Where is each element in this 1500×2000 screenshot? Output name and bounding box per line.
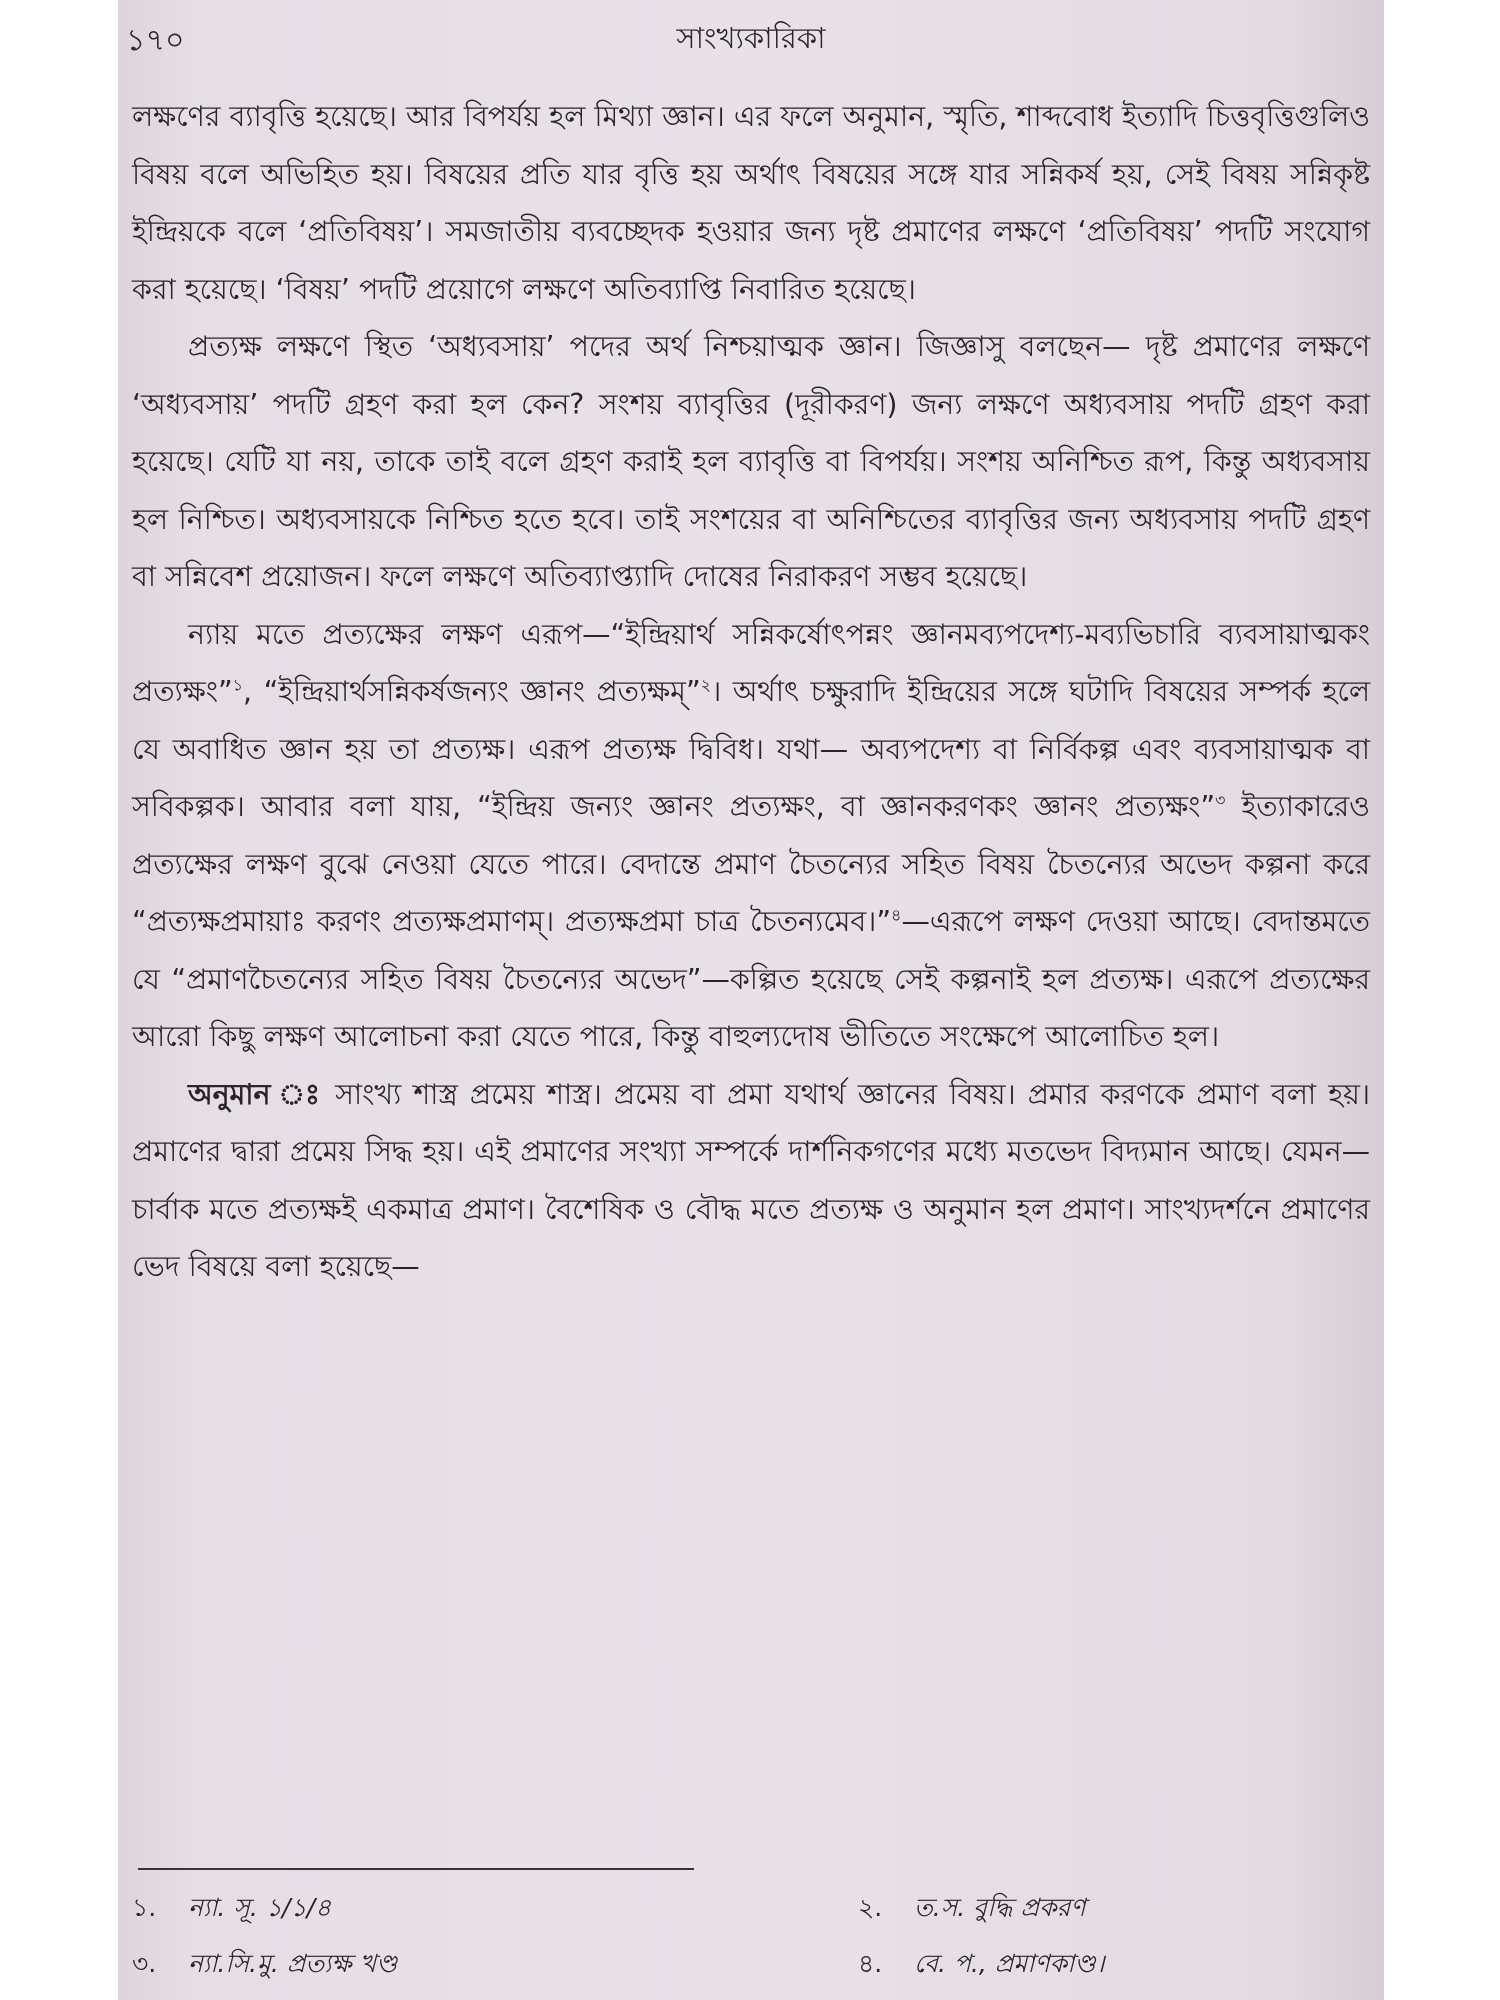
footnote-2 xyxy=(858,1880,1085,1936)
footnote-reference: ন্যা.সি.মু. প্রত্যক্ষ খণ্ড xyxy=(188,1949,398,1978)
footnote-number: ২. xyxy=(858,1893,883,1922)
footnote-divider xyxy=(138,1868,694,1870)
footnote-number: ৪. xyxy=(858,1949,883,1978)
paragraph-2: প্রত্যক্ষ লক্ষণে স্থিত ‘অধ্যবসায়’ পদের অর্থ নিশ্চয়াত্মক জ্ঞান। জিজ্ঞাসু বলছেন— দৃষ্ট প্রমাণের লক্ষণে ‘অধ্যবসায়’ পদটি গ্রহণ করা হল কেন? সংশয় ব্যাবৃত্তির (দূরীকরণ) জন্য লক্ষণে অধ্যবসায় পদটি গ্রহণ করা হয়েছে। যেটি যা নয়, তাকে তাই বলে গ্রহণ করাই হল ব্যাবৃত্তি বা বিপর্যয়। সংশয় অনিশ্চিত রূপ, কিন্তু অধ্যবসায় হল নিশ্চিত। অধ্যবসায়কে নিশ্চিত হতে হবে। তাই সংশয়ের বা অনিশ্চিতের ব্যাবৃত্তির জন্য অধ্যবসায় পদটি গ্রহণ বা সন্নিবেশ প্রয়োজন। ফলে লক্ষণে অতিব্যাপ্ত্যাদি দোষের নিরাকরণ সম্ভব হয়েছে। xyxy=(132,330,1370,593)
paragraph-4-text: সাংখ্য শাস্ত্র প্রমেয় শাস্ত্র। প্রমেয় বা প্রমা যথার্থ জ্ঞানের বিষয়। প্রমার করণকে প্রমাণ বলা হয়। প্রমাণের দ্বারা প্রমেয় সিদ্ধ হয়। এই প্রমাণের সংখ্যা সম্পর্কে দার্শনিকগণের মধ্যে মতভেদ বিদ্যমান আছে। যেমন—চার্বাক মতে প্রত্যক্ষই একমাত্র প্রমাণ। বৈশেষিক ও বৌদ্ধ মতে প্রত্যক্ষ ও অনুমান হল প্রমাণ। সাংখ্যদর্শনে প্রমাণের ভেদ বিষয়ে বলা হয়েছে— xyxy=(132,1077,1371,1283)
footnote-reference: ন্যা. সূ. ১/১/৪ xyxy=(188,1893,332,1922)
paragraph-4 xyxy=(132,1066,1370,1296)
footnote-3 xyxy=(132,1936,397,1992)
paragraph-3-part-3: । অর্থাৎ চক্ষুরাদি ইন্দ্রিয়ের সঙ্গে ঘটাদি বিষয়ের সম্পর্ক হলে যে অবাধিত জ্ঞান হয় তা প্রত্যক্ষ। এরূপ প্রত্যক্ষ দ্বিবিধ। যথা— অব্যপদেশ্য বা নির্বিকল্প এবং ব্যবসায়াত্মক বা সবিকল্পক। আবার বলা যায়, “ইন্দ্রিয় জন্যং জ্ঞানং প্রত্যক্ষং, বা জ্ঞানকরণকং জ্ঞানং প্রত্যক্ষং” xyxy=(132,675,1370,823)
footnote-marker-3: ৩ xyxy=(1215,790,1226,810)
footnote-marker-4: ৪ xyxy=(891,905,902,925)
page-header xyxy=(118,12,1384,60)
paragraph-3-part-2: , “ইন্দ্রিয়ার্থসন্নিকর্ষজন্যং জ্ঞানং প্রত্যক্ষম্” xyxy=(243,675,701,708)
paragraph-3-part-5: —এরূপে লক্ষণ দেওয়া আছে। বেদান্তমতে যে “প্রমাণচৈতন্যের সহিত বিষয় চৈতন্যের অভেদ”—কল্পিত হয়েছে সেই কল্পনাই হল প্রত্যক্ষ। এরূপে প্রত্যক্ষের আরো কিছু লক্ষণ আলোচনা করা যেতে পারে, কিন্তু বাহুল্যদোষ ভীতিতে সংক্ষেপে আলোচিত হল। xyxy=(132,905,1370,1053)
section-heading-anuman: অনুমান ঃ xyxy=(188,1077,324,1111)
scanned-page xyxy=(118,0,1384,2000)
footnote-marker-1: ১ xyxy=(232,675,244,695)
paragraph-3-part-1: ন্যায় মতে প্রত্যক্ষের লক্ষণ এরূপ—“ইন্দ্রিয়ার্থ সন্নিকর্ষোৎপন্নং জ্ঞানমব্যপদেশ্য-মব্যভিচারি ব্যবসায়াত্মকং প্রত্যক্ষং” xyxy=(132,617,1370,708)
footnote-reference: ত.স. বুদ্ধি প্রকরণ xyxy=(914,1893,1086,1922)
body-text xyxy=(132,88,1370,1296)
footnote-4 xyxy=(858,1936,1105,1992)
footnote-1 xyxy=(132,1880,331,1936)
running-title: সাংখ্যকারিকা xyxy=(676,21,826,55)
page-number: ১৭০ xyxy=(126,23,185,58)
footnote-number: ১. xyxy=(132,1893,157,1922)
footnote-marker-2: ২ xyxy=(700,675,712,695)
footnote-reference: বে. প., প্রমাণকাণ্ড। xyxy=(914,1949,1105,1978)
paragraph-3 xyxy=(132,606,1370,1066)
paragraph-3-part-4: ইত্যাকারেও প্রত্যক্ষের লক্ষণ বুঝে নেওয়া যেতে পারে। বেদান্তে প্রমাণ চৈতন্যের সহিত বিষয় চৈতন্যের অভেদ কল্পনা করে “প্রত্যক্ষপ্রমায়াঃ করণং প্রত্যক্ষপ্রমাণম্। প্রত্যক্ষপ্রমা চাত্র চৈতন্যমেব।” xyxy=(132,790,1371,938)
paragraph-1: লক্ষণের ব্যাবৃত্তি হয়েছে। আর বিপর্যয় হল মিথ্যা জ্ঞান। এর ফলে অনুমান, স্মৃতি, শাব্দবোধ ইত্যাদি চিত্তবৃত্তিগুলিও বিষয় বলে অভিহিত হয়। বিষয়ের প্রতি যার বৃত্তি হয় অর্থাৎ বিষয়ের সঙ্গে যার সন্নিকর্ষ হয়, সেই বিষয় সন্নিকৃষ্ট ইন্দ্রিয়কে বলে ‘প্রতিবিষয়’। সমজাতীয় ব্যবচ্ছেদক হওয়ার জন্য দৃষ্ট প্রমাণের লক্ষণে ‘প্রতিবিষয়’ পদটি সংযোগ করা হয়েছে। ‘বিষয়’ পদটি প্রয়োগে লক্ষণে অতিব্যাপ্তি নিবারিত হয়েছে। xyxy=(132,100,1370,306)
footnote-number: ৩. xyxy=(132,1949,157,1978)
